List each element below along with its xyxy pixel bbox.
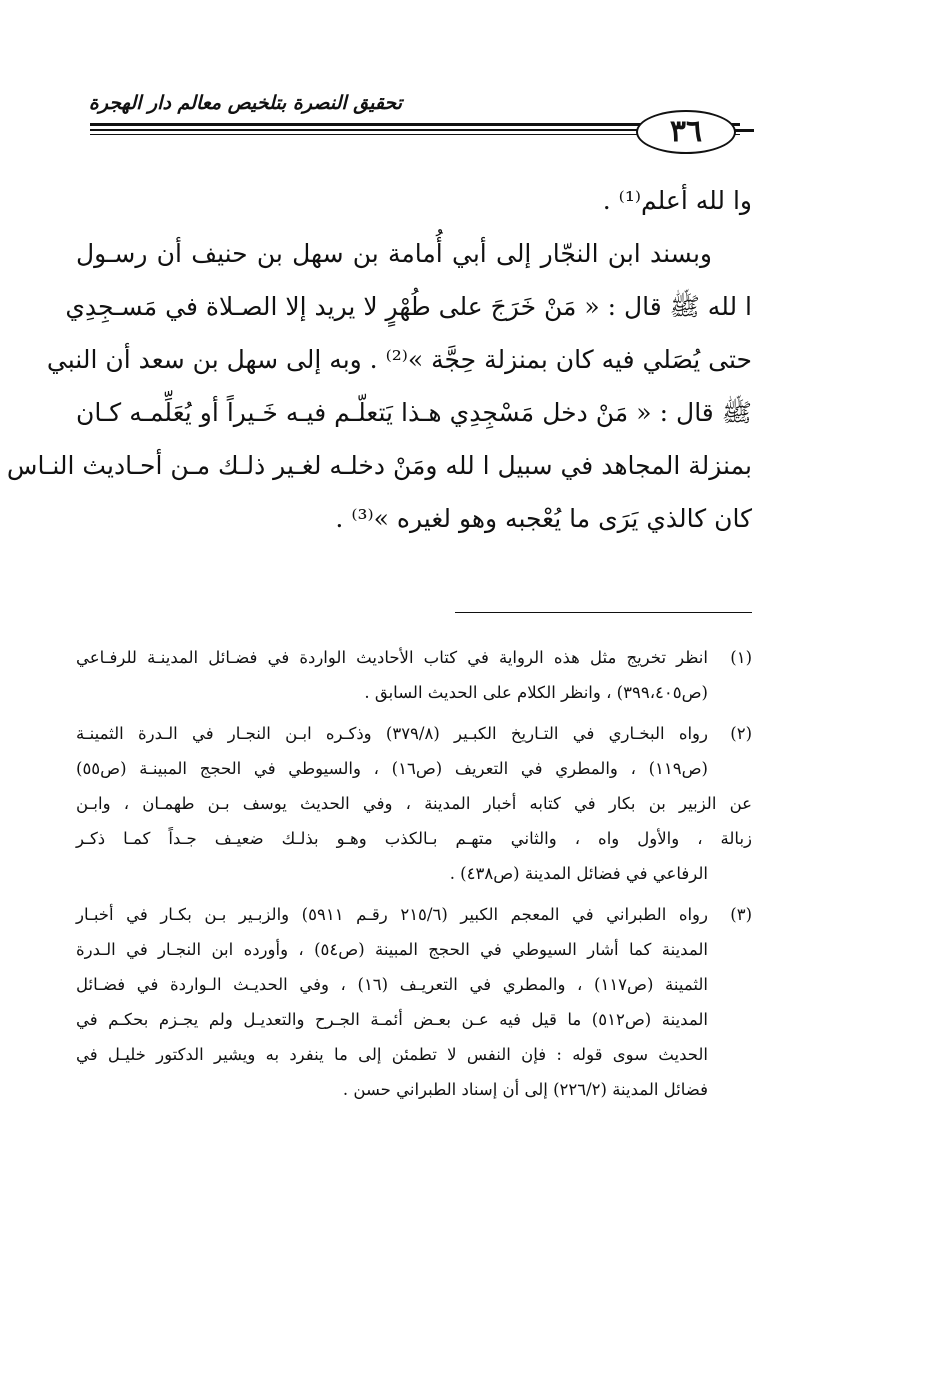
body-line: كان كالذي يَرَى ما يُعْجبه وهو لغيره »⁽³⁾ . — [335, 504, 752, 533]
footnote-line: الثمينة (ص١١٧) ، والمطري في التعريـف (١٦) ، وفي الحديـث الـواردة في فضـائل — [76, 975, 708, 994]
body-line: بمنزلة المجاهد في سبيل ا لله ومَنْ دخلـه لغـير ذلـك مـن أحـاديث النـاس — [6, 451, 752, 480]
footnote-line: المدينة (ص٥١٢) ما قيل فيه عـن بعـض أئمـة الجـرح والتعديـل ولم يجـزم بحكـم في — [76, 1010, 708, 1029]
footnote-line: (ص١١٩) ، والمطري في التعريف (ص١٦) ، والسيوطي في الحجج المبينـة (ص٥٥) — [76, 759, 708, 778]
body-line: وبسند ابن النجّار إلى أبي أُمامة بن سهل بن حنيف أن رسـول — [76, 239, 712, 268]
footnote-line: رواه البخـاري في التـاريخ الكبـير (٣٧٩/٨) وذكـره ابـن النجـار في الـدرة الثمينـة — [76, 724, 708, 743]
footnote-number: (٢) — [730, 724, 752, 743]
footnote-line: المدينة كما أشار السيوطي في الحجج المبينة (ص٥٤) ، وأورده ابن النجـار في الـدرة — [76, 940, 708, 959]
footnotes — [76, 640, 752, 1113]
footnote-line: رواه الطبراني في المعجم الكبير (٢١٥/٦ رقـم ٥٩١١) والزبـير بـن بكـار في أخبـار — [76, 905, 708, 924]
footnote-line: (ص٣٩٩،٤٠٥) ، وانظر الكلام على الحديث السابق . — [364, 683, 708, 702]
footnote-number: (٣) — [730, 905, 752, 924]
body-line: وا لله أعلم⁽¹⁾ . — [602, 186, 752, 215]
footnote-line: الرفاعي في فضائل المدينة (ص٤٣٨) . — [449, 864, 708, 883]
body-line: ﷺ قال : « مَنْ دخل مَسْجِدِي هـذا يَتعلّـم فيـه خَـيراً أو يُعَلِّمـه كـان — [76, 398, 752, 427]
footnote — [76, 897, 752, 1107]
footnote-line: انظر تخريج مثل هذه الرواية في كتاب الأحاديث الواردة في فضـائل المدينـة للرفـاعي — [76, 648, 708, 667]
footnote-line: فضائل المدينة (٢٢٦/٢) إلى أن إسناد الطبراني حسن . — [342, 1080, 708, 1099]
footnote-line: الحديث سوى قوله : فإن النفس لا تطمئن إلى ما ينفرد به ويشير الدكتور خليـل في — [76, 1045, 708, 1064]
page-number-ornament — [734, 129, 754, 132]
running-title: تحقيق النصرة بتلخيص معالم دار الهجرة — [88, 92, 402, 114]
body-line: ا لله ﷺ قال : « مَنْ خَرَجَ على طُهْرٍ لا يريد إلا الصـلاة في مَسـجِدِي — [65, 292, 752, 321]
footnote-line: زبالة ، والأول واه ، والثاني متهـم بـالكذب وهـو بذلـك ضعيـف جـداً كمـا ذكـر — [76, 829, 752, 848]
footnote — [76, 716, 752, 891]
footnote — [76, 640, 752, 710]
footnote-number: (١) — [730, 648, 752, 667]
page-number: ٣٦ — [636, 110, 736, 154]
footnote-line: عن الزبير بن بكار في كتابه أخبار المدينة ، وفي الحديث يوسف بـن طهمـان ، وابـن — [76, 794, 752, 813]
footnote-separator — [455, 612, 752, 613]
body-line: حتى يُصَلي فيه كان بمنزلة حِجَّة »⁽²⁾ . وبه إلى سهل بن سعد أن النبي — [46, 345, 752, 374]
body-text — [6, 174, 752, 545]
